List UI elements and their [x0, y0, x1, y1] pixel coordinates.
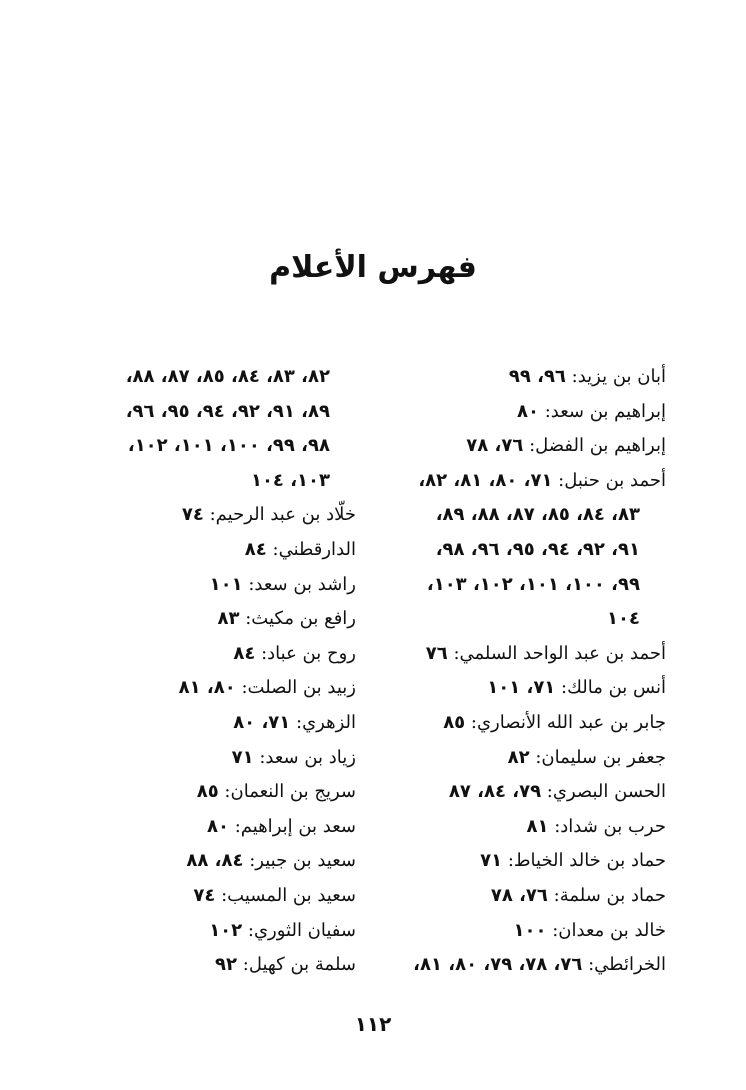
entry-name: جابر بن عبد الله الأنصاري: [470, 711, 666, 733]
entry-pages: ١٠١ [209, 573, 243, 595]
entry-pages: ٧١ [480, 850, 503, 872]
entry-pages: ٧٦، ٧٨، ٧٩، ٨٠، ٨١، [413, 954, 583, 976]
index-entry [356, 914, 666, 949]
index-entry [56, 533, 356, 568]
page-title: فهرس الأعلام [269, 250, 477, 285]
entry-pages: ٨١ [526, 815, 549, 837]
index-entry [56, 741, 356, 776]
entry-pages: ٧٩، ٨٤، ٨٧ [448, 781, 542, 803]
index-entry [356, 395, 666, 430]
entry-pages: ٨٥ [443, 711, 466, 733]
entry-name: سعيد بن جبير: [249, 850, 356, 872]
index-entry-continuation [356, 568, 666, 603]
index-entry [56, 602, 356, 637]
index-entry-continuation [356, 602, 666, 637]
index-entry [56, 948, 356, 983]
entry-pages: ٨٢، ٨٣، ٨٤، ٨٥، ٨٧، ٨٨، [125, 366, 330, 387]
entry-name: روح بن عباد: [261, 642, 356, 664]
entry-pages: ٩٦، ٩٩ [508, 366, 566, 387]
entry-pages: ٨٢ [507, 746, 530, 768]
index-entry [356, 948, 666, 983]
entry-pages: ٨٤ [244, 538, 267, 560]
index-entry [56, 879, 356, 914]
entry-name: إبراهيم بن الفضل: [529, 435, 666, 457]
entry-pages: ٧١، ٨٠، ٨١، ٨٢، [418, 469, 553, 491]
entry-name: خلّاد بن عبد الرحيم: [209, 504, 356, 526]
entry-pages: ٨٤، ٨٨ [186, 850, 244, 872]
entry-pages: ١٠٣، ١٠٤ [250, 469, 330, 491]
index-entry [356, 706, 666, 741]
index-entry [56, 706, 356, 741]
index-entry-continuation [56, 429, 356, 464]
entry-pages: ٨٣، ٨٤، ٨٥، ٨٧، ٨٨، ٨٩، [435, 504, 640, 526]
entry-name: حماد بن سلمة: [553, 884, 666, 906]
entry-pages: ٧١، ١٠١ [487, 677, 556, 699]
entry-name: أحمد بن عبد الواحد السلمي: [453, 642, 666, 664]
entry-pages: ٨٩، ٩١، ٩٢، ٩٤، ٩٥، ٩٦، [125, 400, 330, 422]
index-entry-continuation [56, 360, 356, 395]
index-entry [56, 914, 356, 949]
entry-pages: ١٠٢ [209, 919, 243, 941]
index-entry [356, 775, 666, 810]
entry-pages: ٧٦، ٧٨ [490, 884, 548, 906]
index-entry [356, 637, 666, 672]
entry-pages: ٧١، ٨٠ [233, 711, 291, 733]
index-entry-continuation [356, 498, 666, 533]
entry-name: الدارقطني: [272, 538, 356, 560]
entry-name: سعيد بن المسيب: [221, 884, 356, 906]
index-entry [356, 879, 666, 914]
entry-name: أبان بن يزيد: [571, 366, 666, 387]
entry-pages: ١٠٠ [513, 919, 547, 941]
index-entry [56, 498, 356, 533]
entry-pages: ٨٠ [517, 400, 539, 422]
entry-pages: ٧٤ [181, 504, 204, 526]
entry-name: زبيد بن الصلت: [241, 677, 356, 699]
index-entry [56, 637, 356, 672]
index-entry [56, 775, 356, 810]
index-entry [56, 810, 356, 845]
entry-name: الخرائطي: [588, 954, 666, 976]
index-column-left [56, 360, 356, 983]
entry-pages: ٨٠ [207, 815, 229, 837]
index-entry [356, 360, 666, 395]
entry-name: أحمد بن حنبل: [558, 469, 666, 491]
entry-name: أنس بن مالك: [561, 677, 666, 699]
entry-name: سعد بن إبراهيم: [234, 815, 356, 837]
entry-pages: ٨٠، ٨١ [178, 677, 236, 699]
entry-name: زياد بن سعد: [259, 746, 356, 768]
entry-name: سفيان الثوري: [247, 919, 356, 941]
index-entry [56, 568, 356, 603]
index-entry-continuation [56, 395, 356, 430]
index-column-right [356, 360, 666, 983]
entry-name: راشد بن سعد: [248, 573, 356, 595]
index-entry [356, 810, 666, 845]
entry-name: جعفر بن سليمان: [535, 746, 666, 768]
entry-pages: ٧٤ [193, 884, 216, 906]
entry-pages: ٩٨، ٩٩، ١٠٠، ١٠١، ١٠٢، [127, 435, 330, 457]
entry-pages: ٨٤ [233, 642, 256, 664]
entry-pages: ٧١ [231, 746, 254, 768]
index-entry-continuation [356, 533, 666, 568]
entry-pages: ٨٥ [196, 781, 219, 803]
index-entry [56, 844, 356, 879]
index-entry [356, 844, 666, 879]
index-entry [56, 671, 356, 706]
entry-name: إبراهيم بن سعد: [544, 400, 666, 422]
entry-pages: ٨٣ [217, 608, 240, 630]
index-entry-continuation [56, 464, 356, 499]
index-entry [356, 464, 666, 499]
entry-pages: ١٠٤ [607, 608, 640, 630]
index-entry [356, 741, 666, 776]
entry-pages: ٧٦، ٧٨ [466, 435, 524, 457]
index-entry [356, 429, 666, 464]
entry-pages: ٩٢ [215, 954, 238, 976]
entry-name: الحسن البصري: [546, 781, 666, 803]
entry-name: خالد بن معدان: [552, 919, 666, 941]
entry-name: حماد بن خالد الخياط: [507, 850, 666, 872]
entry-name: رافع بن مكيث: [245, 608, 356, 630]
entry-pages: ٩١، ٩٢، ٩٤، ٩٥، ٩٦، ٩٨، [435, 538, 640, 560]
page-number: ١١٢ [354, 1012, 392, 1036]
index-entry [356, 671, 666, 706]
entry-name: حرب بن شداد: [554, 815, 666, 837]
entry-pages: ٧٦ [425, 642, 448, 664]
entry-pages: ٩٩، ١٠٠، ١٠١، ١٠٢، ١٠٣، [426, 573, 640, 595]
entry-name: سلمة بن كهيل: [242, 954, 356, 976]
entry-name: سريج بن النعمان: [224, 781, 356, 803]
entry-name: الزهري: [296, 711, 356, 733]
